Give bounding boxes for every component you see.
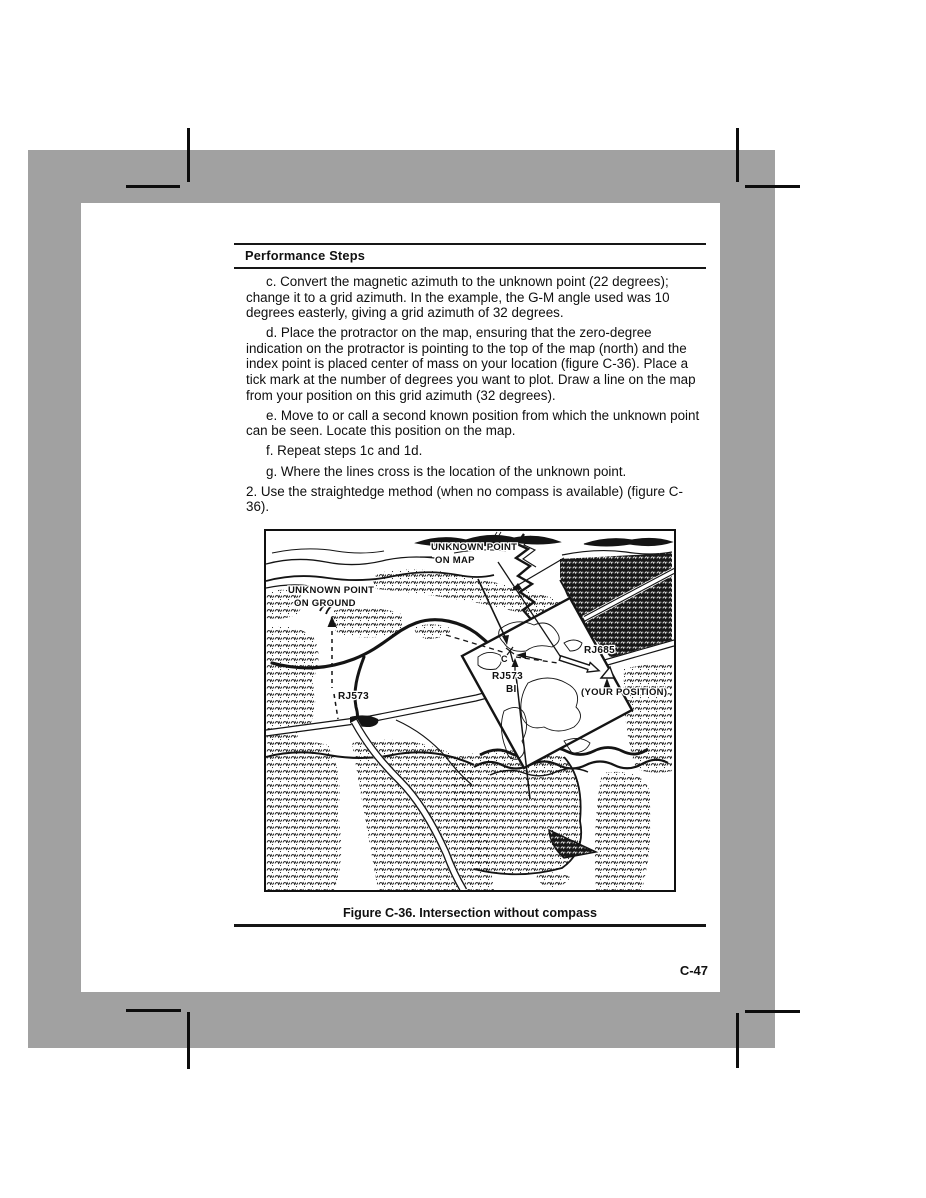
crop-mark-bottom-right-h xyxy=(745,1010,800,1013)
page xyxy=(81,203,720,992)
label-unknown-point-on-ground-line1: UNKNOWN POINT xyxy=(288,585,375,596)
figure-caption: Figure C-36. Intersection without compass xyxy=(342,906,597,920)
label-unknown-point-on-map-line1: UNKNOWN POINT xyxy=(431,542,518,553)
figure-illustration xyxy=(266,531,674,890)
crop-mark-top-right-h xyxy=(745,185,800,188)
crop-mark-bottom-right-v xyxy=(736,1013,739,1068)
figure-frame xyxy=(264,529,676,892)
label-rj573-map: RJ573 xyxy=(492,671,523,682)
label-rj685: RJ685 xyxy=(584,645,615,656)
label-unknown-point-on-ground-line2: ON GROUND xyxy=(294,598,356,609)
performance-steps-header: Performance Steps xyxy=(245,248,366,263)
label-rj573-road: RJ573 xyxy=(338,691,369,702)
step-e: e. Move to or call a second known position from which the unknown point can be seen. Locate this position on the map. xyxy=(246,407,700,439)
header-rule-bottom xyxy=(234,267,706,269)
step-f: f. Repeat steps 1c and 1d. xyxy=(266,443,423,459)
crop-mark-top-left-h xyxy=(126,185,180,188)
body-text xyxy=(246,274,704,519)
header-rule-top xyxy=(234,243,706,245)
crop-mark-top-left-v xyxy=(187,128,190,182)
label-point-c: C xyxy=(501,654,508,664)
footer-rule xyxy=(234,924,706,927)
step-g: g. Where the lines cross is the location of the unknown point. xyxy=(266,463,627,479)
crop-mark-top-right-v xyxy=(736,128,739,182)
step-d: d. Place the protractor on the map, ensuring that the zero-degree indication on the protractor is pointing to the top of the map (north) and the index point is placed center of mass on your location (figure C-36). Place a tick mark at the number of degrees you want to plot. Draw a line on the map from your position on this grid azimuth (32 degrees). xyxy=(246,325,696,403)
crop-mark-bottom-left-h xyxy=(126,1009,181,1012)
label-your-position: (YOUR POSITION) xyxy=(581,687,668,698)
label-unknown-point-on-map-line2: ON MAP xyxy=(435,555,475,566)
crop-mark-bottom-left-v xyxy=(187,1012,190,1069)
label-rj573-map-sub: BI xyxy=(506,684,517,695)
page-number: C-47 xyxy=(679,963,708,978)
step-c: c. Convert the magnetic azimuth to the unknown point (22 degrees); change it to a grid azimuth. In the example, the G-M angle used was 10 degrees easterly, giving a grid azimuth of 32 degrees. xyxy=(246,274,670,321)
item-2: 2. Use the straightedge method (when no compass is available) (figure C-36). xyxy=(246,483,683,515)
